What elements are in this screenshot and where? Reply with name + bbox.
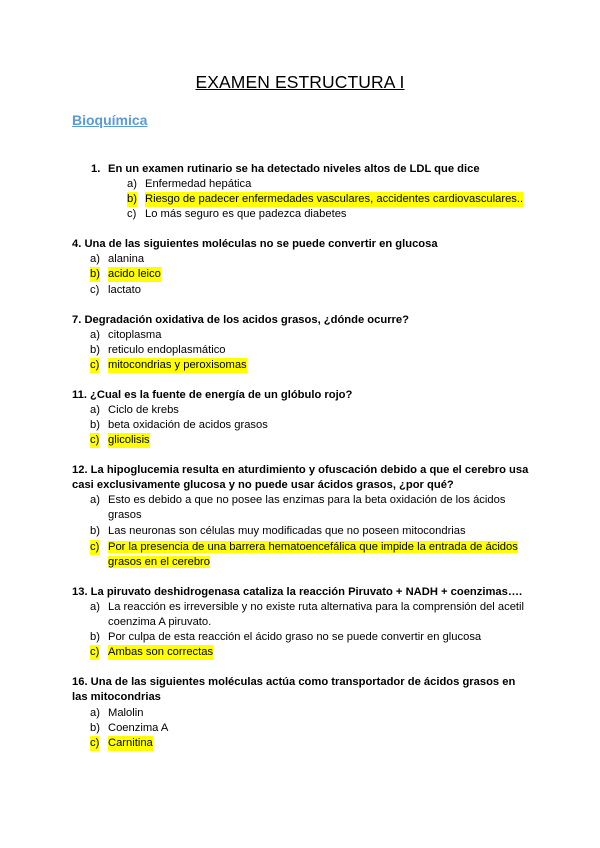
option-letter: a) xyxy=(90,601,100,613)
question-text: En un examen rutinario se ha detectado niveles altos de LDL que dice xyxy=(108,163,480,175)
option-text-highlighted: Carnitina xyxy=(108,737,153,749)
option-text: reticulo endoplasmático xyxy=(108,344,226,356)
option-letter: b) xyxy=(90,631,100,643)
question-4: 4. Una de las siguientes moléculas no se puede convertir en glucosa xyxy=(72,238,438,250)
option-letter: c) xyxy=(90,434,100,446)
option-text: lactato xyxy=(108,284,141,296)
question-1 xyxy=(91,162,561,177)
option-letter: c) xyxy=(127,208,137,220)
option-text: Ciclo de krebs xyxy=(108,404,179,416)
option-letter: a) xyxy=(90,253,100,265)
question-16: 16. Una de las siguientes moléculas actúa como transportador de ácidos grasos en las mitocondrias xyxy=(72,676,516,703)
option-text: Malolin xyxy=(108,707,144,719)
option-text: Lo más seguro es que padezca diabetes xyxy=(145,208,347,220)
option-text-highlighted: mitocondrias y peroxisomas xyxy=(108,359,247,371)
option-letter: a) xyxy=(90,494,100,506)
option-text: citoplasma xyxy=(108,329,162,341)
section-heading: Bioquímica xyxy=(72,112,148,128)
option-letter: c) xyxy=(90,284,100,296)
option-letter: b) xyxy=(90,268,100,280)
question-number: 1. xyxy=(91,163,101,175)
option-letter: a) xyxy=(90,329,100,341)
question-7: 7. Degradación oxidativa de los acidos grasos, ¿dónde ocurre? xyxy=(72,314,409,326)
option-letter: a) xyxy=(90,404,100,416)
option-text: La reacción es irreversible y no existe ruta alternativa para la comprensión del acetil coenzima A piruvato. xyxy=(108,601,525,628)
option-text: Esto es debido a que no posee las enzimas para la beta oxidación de los ácidos grasos xyxy=(108,494,506,521)
option-letter: c) xyxy=(90,646,100,658)
option-letter: a) xyxy=(90,707,100,719)
option-text: Coenzima A xyxy=(108,722,169,734)
page-title: EXAMEN ESTRUCTURA I xyxy=(195,72,405,92)
option-text-highlighted: glicolisis xyxy=(108,434,150,446)
option-letter: c) xyxy=(90,359,100,371)
option-letter: c) xyxy=(90,541,100,553)
option-text-highlighted: Por la presencia de una barrera hematoencefálica que impide la entrada de ácidos grasos en el cerebro xyxy=(108,541,518,568)
option-letter: b) xyxy=(90,525,100,537)
option-text-highlighted: acido leico xyxy=(108,268,161,280)
option-letter: c) xyxy=(90,737,100,749)
option-letter: b) xyxy=(127,193,137,205)
question-11: 11. ¿Cual es la fuente de energía de un glóbulo rojo? xyxy=(72,389,353,401)
option-letter: b) xyxy=(90,419,100,431)
option-letter: a) xyxy=(127,178,137,190)
option-text: Por culpa de esta reacción el ácido graso no se puede convertir en glucosa xyxy=(108,631,482,643)
option-text: alanina xyxy=(108,253,145,265)
option-letter: b) xyxy=(90,722,100,734)
question-13: 13. La piruvato deshidrogenasa cataliza la reacción Piruvato + NADH + coenzimas…. xyxy=(72,586,523,598)
option-text: Las neuronas son células muy modificadas que no poseen mitocondrias xyxy=(108,525,466,537)
option-text-highlighted: Ambas son correctas xyxy=(108,646,214,658)
question-12: 12. La hipoglucemia resulta en aturdimiento y ofuscación debido a que el cerebro usa casi exclusivamente glucosa y no puede usar ácidos grasos, ¿por qué? xyxy=(72,464,529,491)
option-text: beta oxidación de acidos grasos xyxy=(108,419,268,431)
option-letter: b) xyxy=(90,344,100,356)
option-text: Enfermedad hepática xyxy=(145,178,252,190)
option-text-highlighted: Riesgo de padecer enfermedades vasculares, accidentes cardiovasculares.. xyxy=(145,193,524,205)
